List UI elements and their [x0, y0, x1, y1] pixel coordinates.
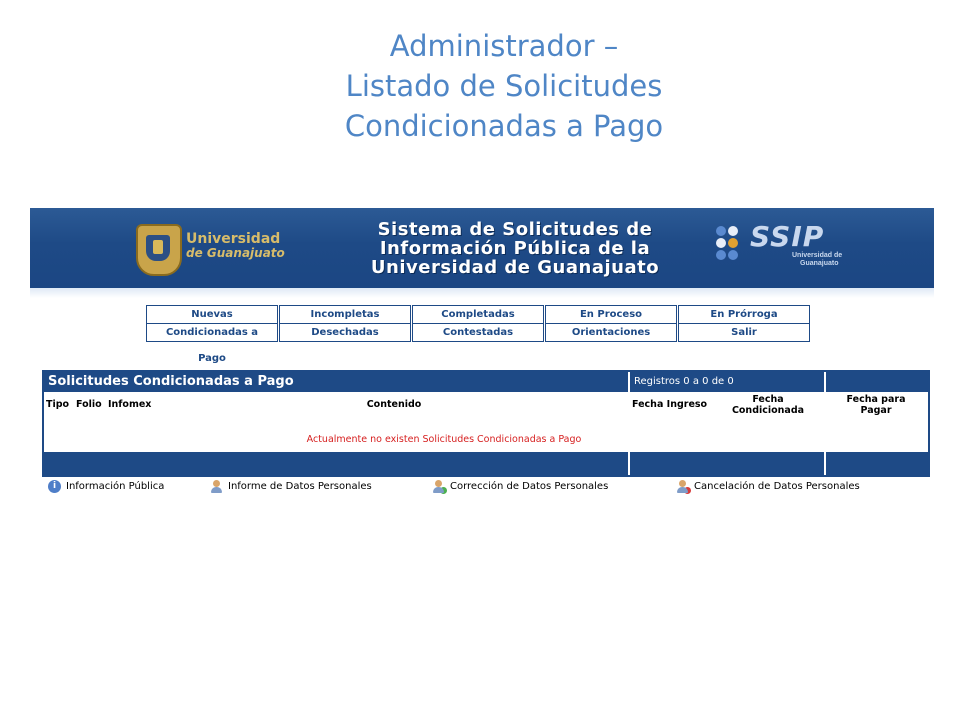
person-cancel-icon	[676, 480, 689, 493]
status-nav-row-1	[146, 305, 811, 324]
nav-condicionadas-overflow[interactable]: Pago	[198, 353, 226, 364]
nav-condicionadas-button[interactable]: Condicionadas a	[146, 324, 278, 342]
col-fecha-condicionada-line-1: Fecha	[752, 394, 784, 405]
person-edit-icon	[432, 480, 445, 493]
banner-divider	[30, 288, 934, 298]
legend-label: Cancelación de Datos Personales	[694, 481, 860, 492]
legend-label: Información Pública	[66, 481, 165, 492]
system-title	[320, 220, 710, 277]
ssip-wordmark: SSIP	[750, 220, 825, 253]
col-fecha-condicionada	[718, 394, 818, 416]
col-fecha-pagar	[828, 394, 924, 416]
ssip-dots-icon	[716, 226, 748, 266]
university-logo	[186, 232, 285, 260]
nav-incompletas-button[interactable]: Incompletas	[279, 305, 411, 324]
slide-title-line-3: Condicionadas a Pago	[344, 109, 664, 143]
col-fecha-ingreso: Fecha Ingreso	[632, 399, 708, 410]
header-divider	[628, 372, 630, 392]
header-banner	[30, 208, 934, 290]
nav-en-prorroga-button[interactable]: En Prórroga	[678, 305, 810, 324]
nav-contestadas-button[interactable]: Contestadas	[412, 324, 544, 342]
requests-table	[42, 370, 930, 477]
university-seal-icon	[136, 224, 182, 276]
table-footer-bar	[44, 452, 928, 475]
col-contenido: Contenido	[366, 399, 422, 410]
records-count: Registros 0 a 0 de 0	[634, 376, 734, 387]
header-divider	[824, 372, 826, 392]
university-logo-line-1: Universidad	[186, 231, 281, 247]
col-fecha-pagar-line-1: Fecha para	[846, 394, 906, 405]
system-title-line-2: Información Pública de la	[379, 238, 651, 259]
col-tipo: Tipo	[46, 399, 70, 410]
slide-title-line-2: Listado de Solicitudes	[345, 69, 663, 103]
col-fecha-pagar-line-2: Pagar	[860, 405, 892, 416]
request-type-legend	[48, 480, 928, 498]
university-logo-line-2: de Guanajuato	[186, 246, 285, 260]
nav-orientaciones-button[interactable]: Orientaciones	[545, 324, 677, 342]
legend-item	[676, 480, 860, 493]
nav-desechadas-button[interactable]: Desechadas	[279, 324, 411, 342]
slide-title-line-1: Administrador –	[389, 29, 619, 63]
nav-nuevas-button[interactable]: Nuevas	[146, 305, 278, 324]
col-fecha-condicionada-line-2: Condicionada	[731, 405, 805, 416]
person-icon	[210, 480, 223, 493]
legend-label: Informe de Datos Personales	[228, 481, 372, 492]
footer-divider	[628, 452, 630, 475]
legend-item	[432, 480, 608, 493]
nav-completadas-button[interactable]: Completadas	[412, 305, 544, 324]
legend-label: Corrección de Datos Personales	[450, 481, 609, 492]
status-nav-row-2	[146, 324, 811, 342]
status-nav	[146, 305, 811, 342]
info-icon: i	[48, 480, 61, 493]
footer-divider	[824, 452, 826, 475]
empty-message: Actualmente no existen Solicitudes Condicionadas a Pago	[306, 434, 582, 445]
table-header-bar	[44, 372, 928, 392]
ssip-subtitle	[792, 252, 842, 268]
col-infomex: Infomex	[108, 399, 152, 410]
ssip-subtitle-line-1: Universidad de	[792, 252, 843, 259]
nav-en-proceso-button[interactable]: En Proceso	[545, 305, 677, 324]
ssip-subtitle-line-2: Guanajuato	[800, 260, 839, 267]
ssip-logo	[716, 222, 846, 276]
col-folio: Folio	[76, 399, 102, 410]
legend-item	[210, 480, 372, 493]
system-title-line-3: Universidad de Guanajuato	[370, 257, 660, 278]
app-screenshot	[30, 208, 934, 504]
legend-item	[48, 480, 164, 493]
table-title: Solicitudes Condicionadas a Pago	[48, 374, 294, 389]
system-title-line-1: Sistema de Solicitudes de	[377, 219, 653, 240]
slide-title	[0, 26, 960, 146]
nav-salir-button[interactable]: Salir	[678, 324, 810, 342]
